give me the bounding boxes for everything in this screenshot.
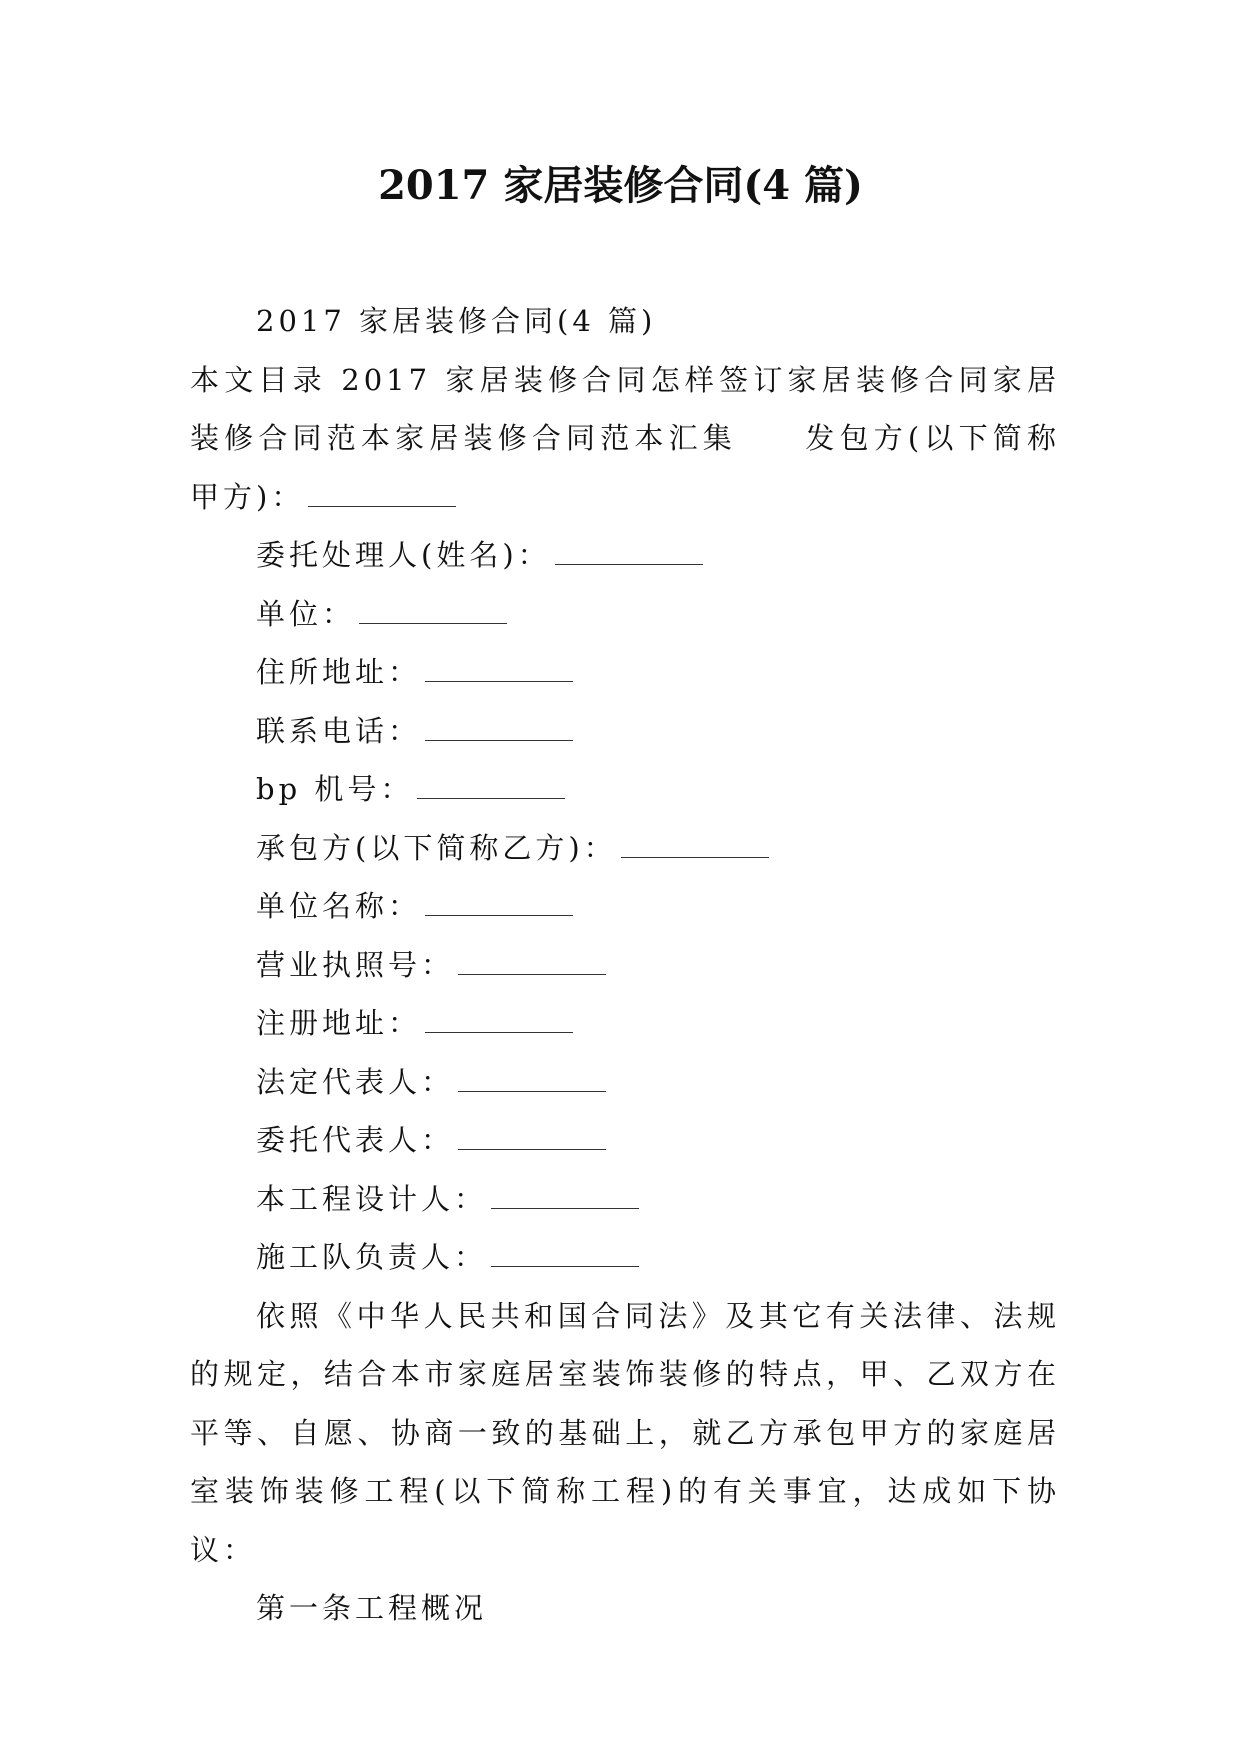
field-line — [190, 1053, 1060, 1112]
field-line — [190, 819, 1060, 878]
field-line — [190, 1228, 1060, 1287]
blank-line — [458, 1071, 606, 1092]
blank-line — [359, 603, 507, 624]
subtitle-line — [190, 292, 1060, 351]
blank-line — [458, 954, 606, 975]
blank-line — [555, 544, 703, 565]
field-line — [190, 936, 1060, 995]
section-heading — [190, 1579, 1060, 1638]
blank-line — [425, 720, 573, 741]
field-label: 施工队负责人： — [256, 1240, 488, 1274]
blank-line — [458, 1129, 606, 1150]
blank-line — [425, 1012, 573, 1033]
field-line — [190, 526, 1060, 585]
field-line — [190, 994, 1060, 1053]
field-label: 本工程设计人： — [256, 1181, 488, 1216]
field-line — [190, 702, 1060, 761]
toc-paragraph — [190, 351, 1060, 527]
field-label: 委托处理人(姓名)： — [256, 538, 551, 572]
field-line — [190, 585, 1060, 644]
field-line — [190, 877, 1060, 936]
blank-line — [417, 778, 565, 799]
blank-line — [308, 486, 456, 507]
agreement-text: 依照《中华人民共和国合同法》及其它有关法律、法规的规定，结合本市家庭居室装饰装修的特点，甲、乙双方在平等、自愿、协商一致的基础上，就乙方承包甲方的家庭居室装饰装修工程(以下简称工程)的有关事宜，达成如下协议： — [190, 1298, 1060, 1567]
field-label: 法定代表人： — [256, 1064, 455, 1099]
field-line — [190, 643, 1060, 702]
section-heading-text: 第一条工程概况 — [256, 1591, 488, 1625]
blank-line — [491, 1246, 639, 1267]
field-label: 承包方(以下简称乙方)： — [256, 830, 617, 865]
field-label: 注册地址： — [256, 1006, 422, 1040]
blank-line — [621, 837, 769, 858]
agreement-paragraph — [190, 1287, 1060, 1580]
field-label: 住所地址： — [256, 655, 422, 689]
blank-line — [425, 895, 573, 916]
document-title: 2017 家居装修合同(4 篇) — [378, 162, 863, 209]
field-label: 单位名称： — [256, 889, 422, 923]
field-label: 联系电话： — [256, 713, 422, 748]
subtitle-text: 2017 家居装修合同(4 篇) — [256, 304, 657, 338]
field-line — [190, 760, 1060, 819]
field-line — [190, 1111, 1060, 1170]
toc-text: 本文目录 2017 家居装修合同怎样签订家居装修合同家居装修合同范本家居装修合同范本汇集 发包方(以下简称甲方)： — [190, 362, 1060, 514]
field-line — [190, 1170, 1060, 1229]
blank-line — [425, 661, 573, 682]
field-label: bp 机号： — [256, 772, 414, 806]
document-body — [190, 292, 1060, 1638]
blank-line — [491, 1188, 639, 1209]
field-label: 单位： — [256, 596, 356, 631]
field-label: 委托代表人： — [256, 1123, 455, 1157]
field-label: 营业执照号： — [256, 947, 455, 982]
